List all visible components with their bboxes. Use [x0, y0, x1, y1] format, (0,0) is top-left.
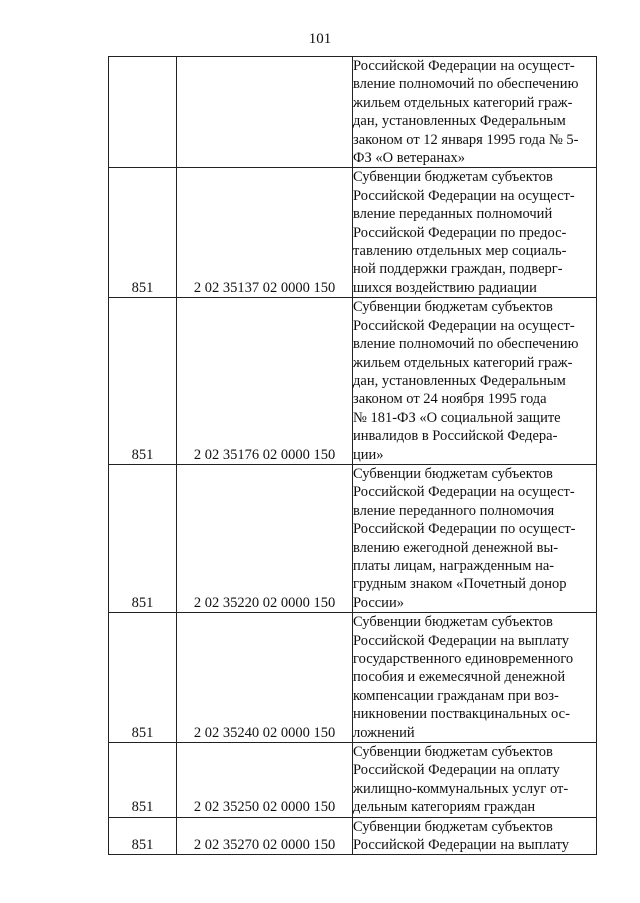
page-number: 101 [308, 31, 332, 47]
description-line: ции» [353, 446, 384, 463]
description-cell [353, 817, 597, 855]
description-cell [353, 743, 597, 818]
description-line: Российской Федерации на оплату [353, 762, 560, 779]
budget-code-cell: 2 02 35270 02 0000 150 [177, 817, 353, 855]
description-line: ной поддержки граждан, подверг- [353, 261, 563, 278]
description-cell [353, 298, 597, 465]
description-line: компенсации гражданам при воз- [353, 687, 559, 704]
description-line: России» [353, 594, 404, 611]
budget-code-cell: 2 02 35220 02 0000 150 [177, 464, 353, 612]
description-line: шихся воздействию радиации [353, 279, 537, 296]
budget-code-cell [177, 57, 353, 168]
description-line: жильем отдельных категорий граж- [353, 354, 573, 371]
budget-code-cell: 2 02 35240 02 0000 150 [177, 613, 353, 743]
description-line: пособия и ежемесячной денежной [353, 669, 566, 686]
description-cell [353, 613, 597, 743]
description-line: жилищно-коммунальных услуг от- [353, 780, 569, 797]
description-line: Субвенции бюджетам субъектов [353, 744, 553, 761]
budget-code-cell: 2 02 35137 02 0000 150 [177, 168, 353, 298]
description-line: вление переданных полномочий [353, 206, 553, 223]
description-line: Субвенции бюджетам субъектов [353, 169, 553, 186]
budget-code-cell: 2 02 35250 02 0000 150 [177, 743, 353, 818]
description-line: Субвенции бюджетам субъектов [353, 818, 553, 835]
description-line: Субвенции бюджетам субъектов [353, 614, 553, 631]
description-line: вление переданного полномочия [353, 502, 555, 519]
description-line: ФЗ «О ветеранах» [353, 150, 466, 167]
description-line: вление полномочий по обеспечению [353, 76, 579, 93]
description-line: никновении поствакцинальных ос- [353, 706, 570, 723]
description-line: Российской Федерации на осущест- [353, 58, 575, 74]
description-line: грудным знаком «Почетный донор [353, 576, 567, 593]
table-row [109, 168, 597, 298]
description-line: Субвенции бюджетам субъектов [353, 299, 553, 316]
admin-code-cell: 851 [109, 817, 177, 855]
description-line: платы лицам, награжденным на- [353, 557, 555, 574]
description-line: жильем отдельных категорий граж- [353, 94, 573, 111]
admin-code-cell: 851 [109, 464, 177, 612]
description-line: Российской Федерации по предос- [353, 224, 567, 241]
description-cell [353, 57, 597, 168]
description-line: государственного единовременного [353, 651, 574, 667]
table-row [109, 298, 597, 465]
description-line: Российской Федерации на выплату [353, 632, 570, 649]
description-line: влению ежегодной денежной вы- [353, 539, 559, 556]
description-line: дельным категориям граждан [353, 799, 536, 816]
description-line: Субвенции бюджетам субъектов [353, 465, 553, 482]
description-line: Российской Федерации на выплату [353, 837, 570, 854]
admin-code-cell: 851 [109, 298, 177, 465]
description-cell [353, 464, 597, 612]
table-row [109, 57, 597, 168]
admin-code-cell: 851 [109, 168, 177, 298]
description-line: Российской Федерации на осущест- [353, 187, 575, 204]
admin-code-cell [109, 57, 177, 168]
table-row [109, 817, 597, 855]
description-cell [353, 168, 597, 298]
description-line: Российской Федерации на осущест- [353, 484, 575, 501]
description-line: инвалидов в Российской Федера- [353, 428, 558, 445]
budget-codes-table [108, 56, 597, 855]
admin-code-cell: 851 [109, 743, 177, 818]
description-line: Российской Федерации на осущест- [353, 317, 575, 334]
description-line: дан, установленных Федеральным [353, 372, 566, 389]
description-line: законом от 24 ноября 1995 года [353, 391, 547, 408]
description-line: законом от 12 января 1995 года № 5- [353, 131, 579, 148]
table-row [109, 613, 597, 743]
description-line: ложнений [353, 724, 415, 741]
table-body [109, 57, 597, 855]
description-line: тавлению отдельных мер социаль- [353, 243, 567, 260]
description-line: вление полномочий по обеспечению [353, 336, 579, 353]
admin-code-cell: 851 [109, 613, 177, 743]
description-line: дан, установленных Федеральным [353, 113, 566, 130]
description-line: Российской Федерации по осущест- [353, 521, 576, 538]
table-row [109, 743, 597, 818]
table-row [109, 464, 597, 612]
budget-code-cell: 2 02 35176 02 0000 150 [177, 298, 353, 465]
description-line: № 181-ФЗ «О социальной защите [353, 409, 561, 426]
